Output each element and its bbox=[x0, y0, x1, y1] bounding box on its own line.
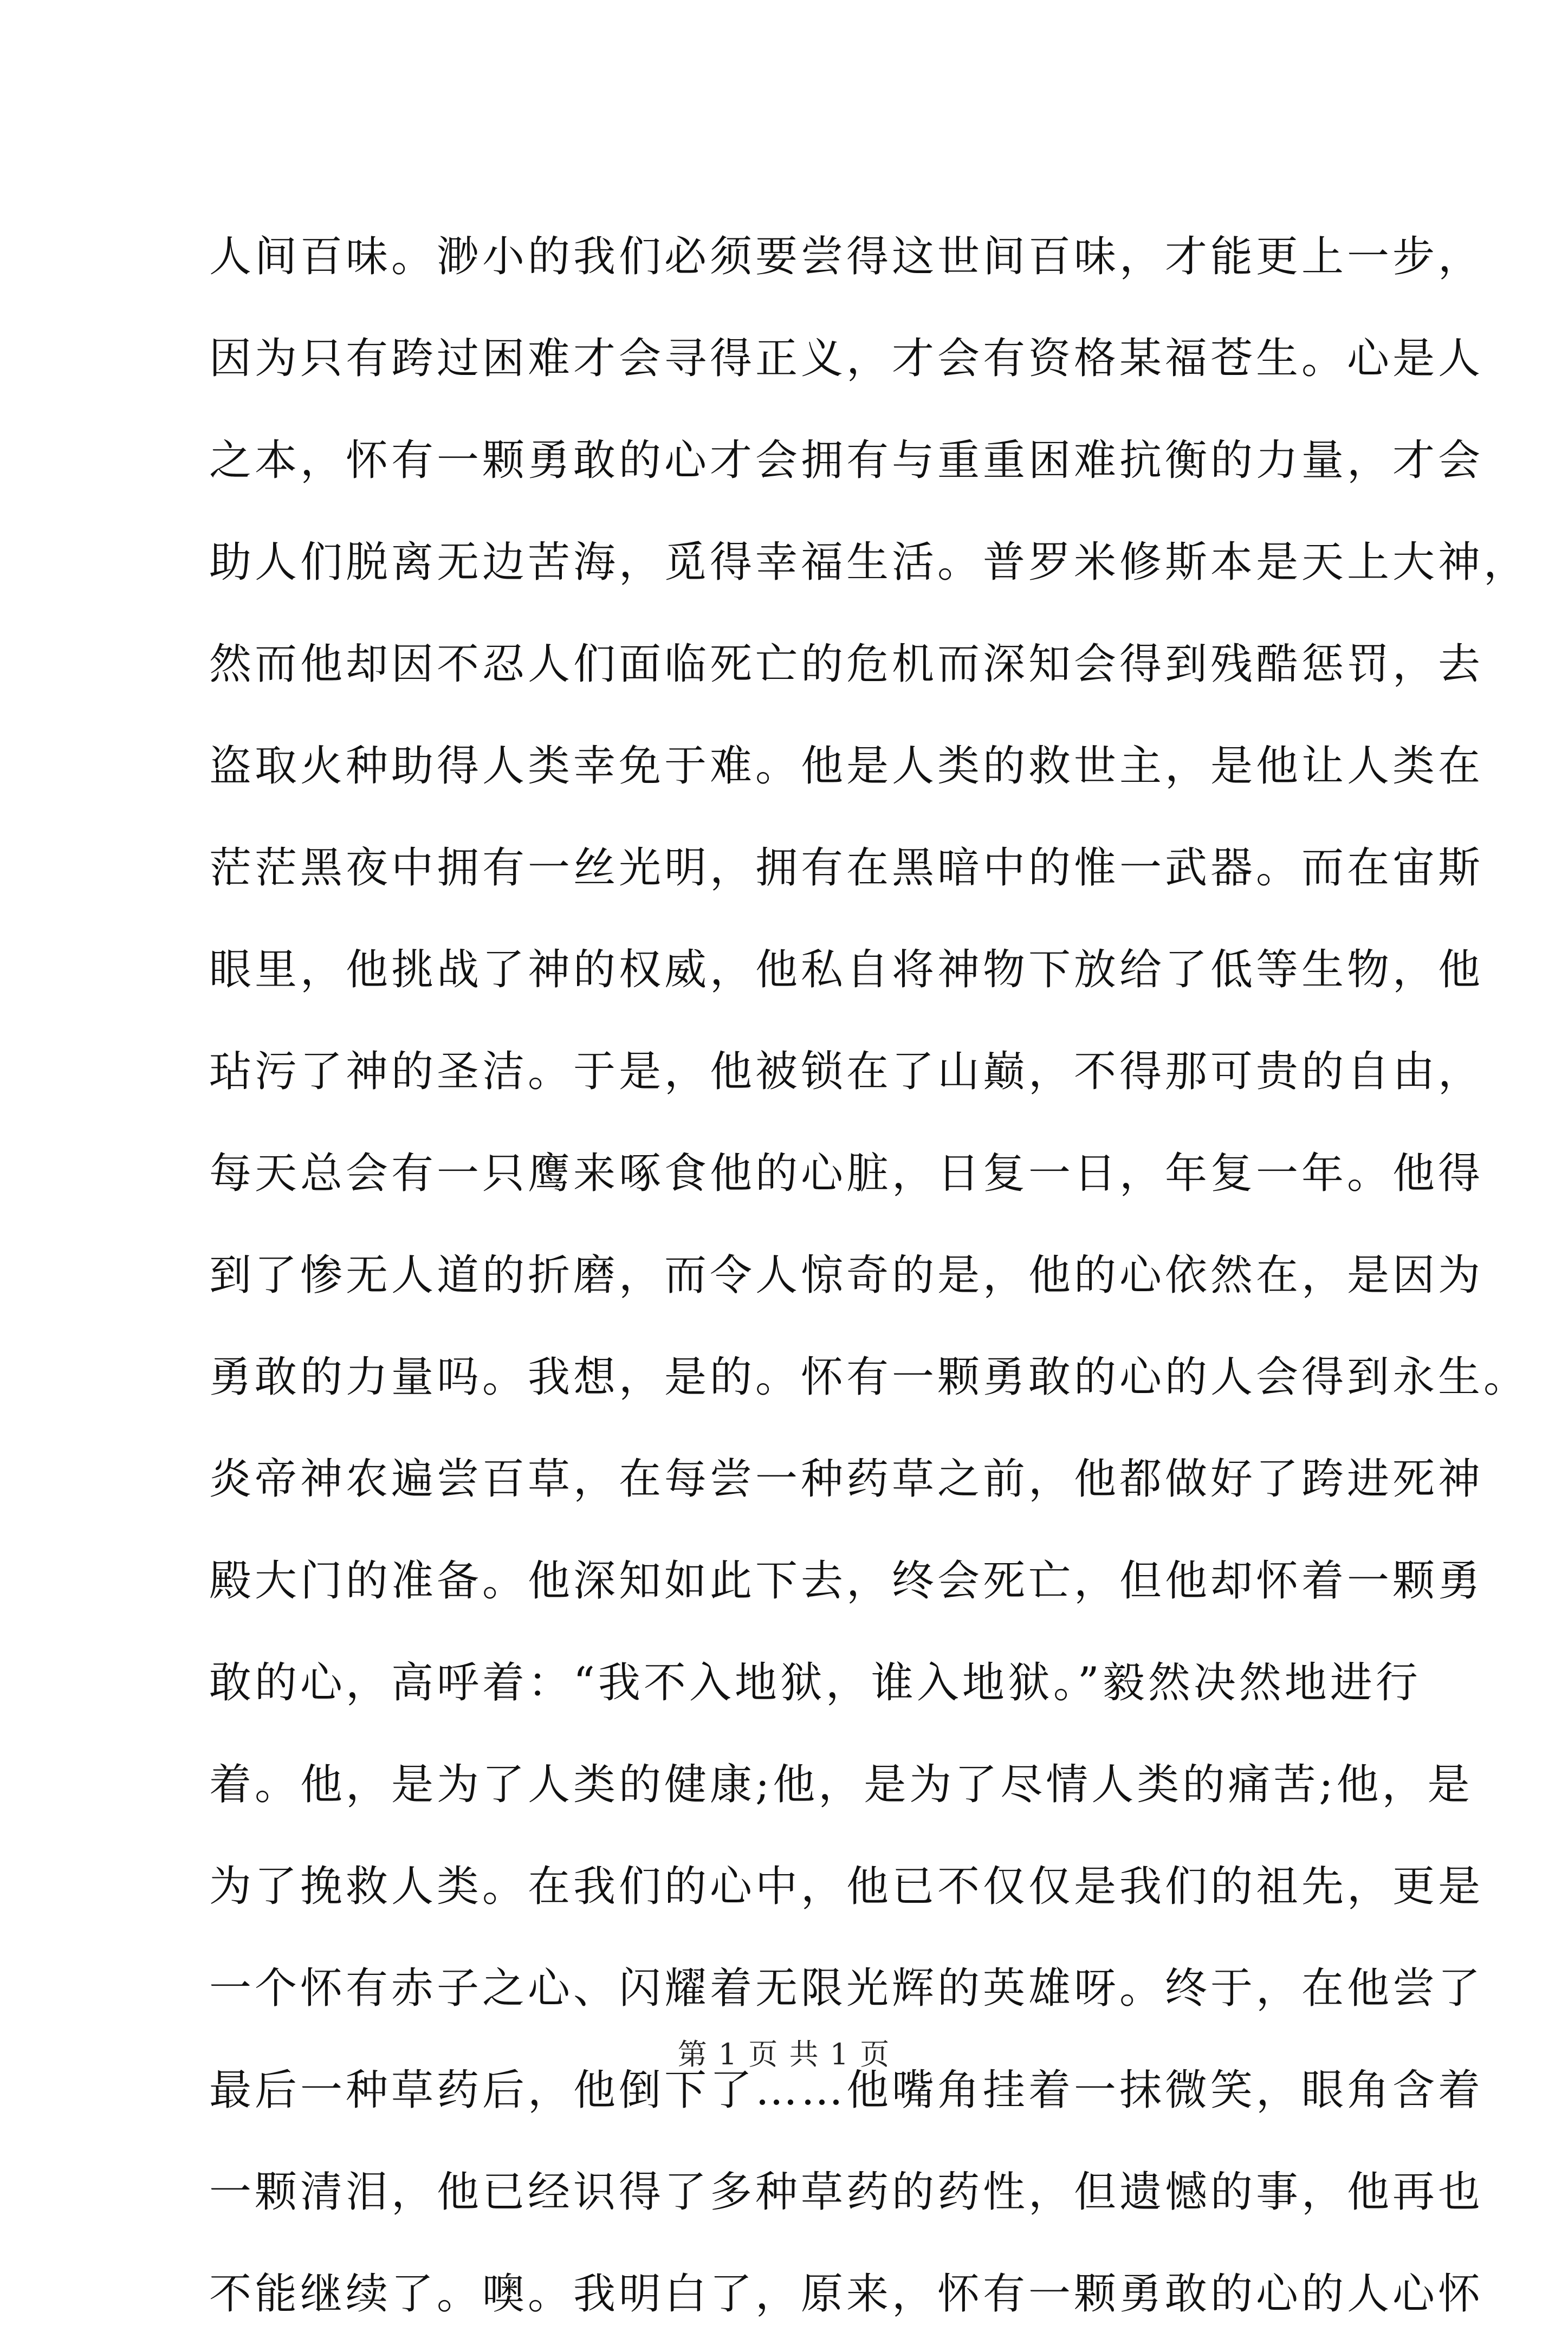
text-line-6: 盗取火种助得人类幸免于难。他是人类的救世主，是他让人类在 bbox=[209, 742, 1484, 791]
text-line-10: 每天总会有一只鹰来啄食他的心脏，日复一日，年复一年。他得 bbox=[209, 1149, 1484, 1198]
text-line-2: 因为只有跨过困难才会寻得正义，才会有资格某福苍生。心是人 bbox=[209, 334, 1484, 383]
text-line-14: 殿大门的准备。他深知如此下去，终会死亡，但他却怀着一颗勇 bbox=[209, 1557, 1484, 1605]
text-line-1: 人间百味。渺小的我们必须要尝得这世间百味，才能更上一步， bbox=[209, 232, 1484, 281]
text-line-20: 一颗清泪，他已经识得了多种草药的药性，但遗憾的事，他再也 bbox=[209, 2168, 1484, 2217]
text-line-18: 一个怀有赤子之心、闪耀着无限光辉的英雄呀。终于，在他尝了 bbox=[209, 1964, 1484, 2013]
text-line-9: 玷污了神的圣洁。于是，他被锁在了山巅，不得那可贵的自由， bbox=[209, 1047, 1484, 1096]
text-line-21: 不能继续了。噢。我明白了，原来，怀有一颗勇敢的心的人心怀 bbox=[209, 2270, 1484, 2318]
text-line-15: 敢的心，高呼着：“我不入地狱，谁入地狱。”毅然决然地进行 bbox=[209, 1659, 1421, 1707]
text-line-12: 勇敢的力量吗。我想，是的。怀有一颗勇敢的心的人会得到永生。 bbox=[209, 1353, 1530, 1402]
text-line-5: 然而他却因不忍人们面临死亡的危机而深知会得到残酷惩罚，去 bbox=[209, 640, 1484, 689]
text-line-8: 眼里，他挑战了神的权威，他私自将神物下放给了低等生物，他 bbox=[209, 945, 1484, 994]
text-line-13: 炎帝神农遍尝百草，在每尝一种药草之前，他都做好了跨进死神 bbox=[209, 1455, 1484, 1504]
text-line-3: 之本，怀有一颗勇敢的心才会拥有与重重困难抗衡的力量，才会 bbox=[209, 436, 1484, 485]
text-line-16: 着。他，是为了人类的健康;他，是为了尽情人类的痛苦;他，是 bbox=[209, 1760, 1473, 1809]
text-line-4: 助人们脱离无边苦海，觅得幸福生活。普罗米修斯本是天上大神， bbox=[209, 538, 1530, 587]
text-line-17: 为了挽救人类。在我们的心中，他已不仅仅是我们的祖先，更是 bbox=[209, 1862, 1484, 1911]
text-line-19: 最后一种草药后，他倒下了……他嘴角挂着一抹微笑，眼角含着 bbox=[209, 2066, 1484, 2115]
text-line-11: 到了惨无人道的折磨，而令人惊奇的是，他的心依然在，是因为 bbox=[209, 1251, 1484, 1300]
body-text bbox=[209, 206, 1530, 2345]
page-number-footer: 第 1 页 共 1 页 bbox=[677, 2037, 891, 2071]
text-line-7: 茫茫黑夜中拥有一丝光明，拥有在黑暗中的惟一武器。而在宙斯 bbox=[209, 844, 1484, 892]
